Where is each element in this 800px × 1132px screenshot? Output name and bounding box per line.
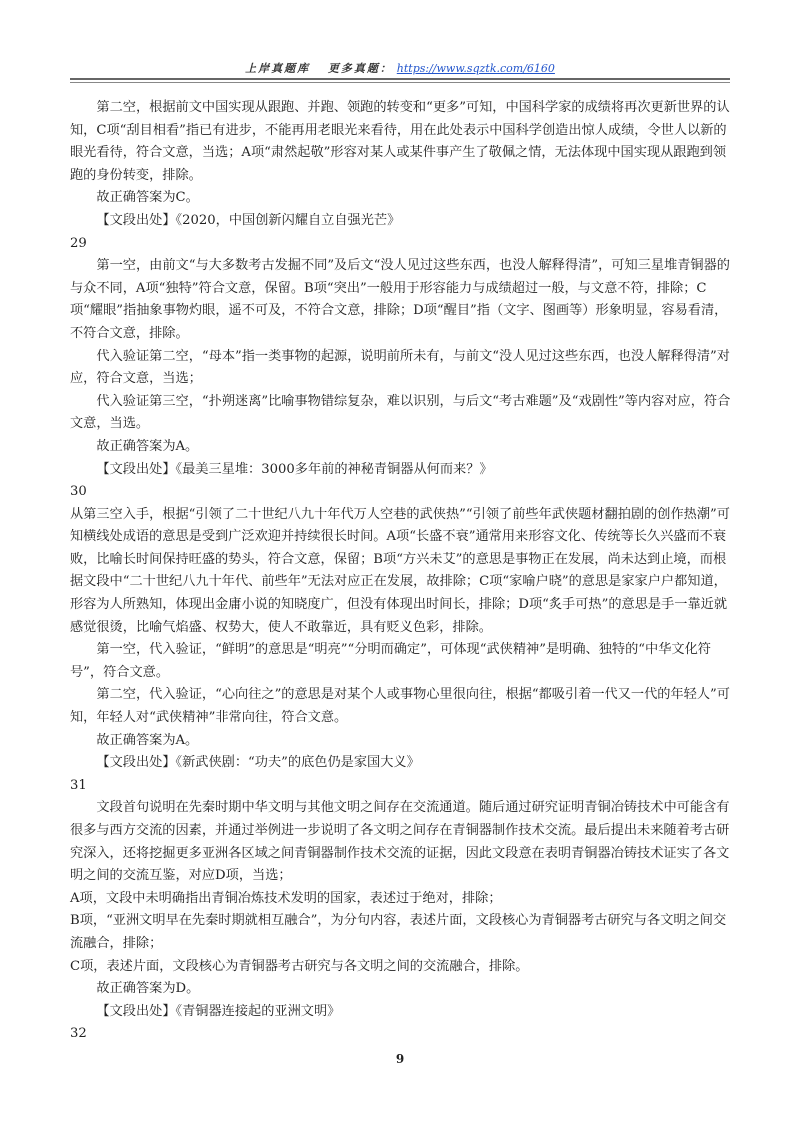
header-more-label: 更多真题： <box>327 62 393 75</box>
paragraph: 代入验证第二空，“母本”指一类事物的起源，说明前所未有，与前文“没人见过这些东西，也没人解释得清”对应，符合文意，当选； <box>70 348 730 387</box>
paragraph: 故正确答案为D。 <box>96 981 200 997</box>
paragraph: 代入验证第三空，“扑朔迷离”比喻事物错综复杂，难以识别，与后文“考古难题”及“戏剧性”等内容对应，符合文意，当选。 <box>70 393 731 432</box>
paragraph-flush: C项，表述片面，文段核心为青铜器考古研究与各文明之间的交流融合，排除。 <box>70 958 529 974</box>
paragraph: 文段首句说明在先秦时期中华文明与其他文明之间存在交流通道。随后通过研究证明青铜冶铸技术中可能含有很多与西方交流的因素，并通过举例进一步说明了各文明之间存在青铜器制作技术交流。最后提出未来随着考古研究深入，还将挖掘更多亚洲各区域之间青铜器制作技术交流的证据，因此文段意在表明青铜器冶铸技术证实了各文明之间的交流互鉴，对应D项，当选； <box>70 800 730 884</box>
paragraph-flush: 31 <box>70 777 87 793</box>
paragraph-flush: 29 <box>70 235 87 251</box>
document-body <box>70 97 738 1046</box>
page-header <box>70 60 730 74</box>
paragraph-flush: 30 <box>70 484 87 500</box>
paragraph: 故正确答案为A。 <box>96 732 199 748</box>
paragraph-flush: 32 <box>70 1026 87 1042</box>
page-number: 9 <box>395 1052 405 1066</box>
header-rule-thin <box>70 82 730 83</box>
paragraph: 第二空，代入验证，“心向往之”的意思是对某个人或事物心里很向往，根据“都吸引着一代又一代的年轻人”可知，年轻人对“武侠精神”非常向往，符合文意。 <box>70 687 730 726</box>
paragraph: 第一空，由前文“与大多数考古发掘不同”及后文“没人见过这些东西，也没人解释得清”，可知三星堆青铜器的与众不同，A项“独特”符合文意，保留。B项“突出”一般用于形容能力与成绩超过一般，与文意不符，排除；C项“耀眼”指抽象事物灼眼，遥不可及，不符合文意，排除；D项“醒目”指（文字、图画等）形象明显，容易看清，不符合文意，排除。 <box>70 258 730 341</box>
paragraph-flush: A项，文段中未明确指出青铜冶炼技术发明的国家，表述过于绝对，排除； <box>70 890 502 906</box>
paragraph: 【文段出处】《最美三星堆：3000多年前的神秘青铜器从何而来？》 <box>96 461 493 477</box>
paragraph: 故正确答案为C。 <box>96 190 199 206</box>
paragraph: 故正确答案为A。 <box>96 438 199 454</box>
header-url-link[interactable]: https://www.sqztk.com/6160 <box>396 62 555 75</box>
paragraph: 第一空，代入验证，“鲜明”的意思是“明亮”“分明而确定”，可体现“武侠精神”是明确、独特的“中华文化符号”，符合文意。 <box>70 642 711 680</box>
header-rule-thick <box>70 78 730 80</box>
paragraph: 【文段出处】《2020，中国创新闪耀自立自强光芒》 <box>96 212 401 228</box>
paragraph-flush: B项，“亚洲文明早在先秦时期就相互融合”，为分句内容，表述片面，文段核心为青铜器考古研究与各文明之间交流融合，排除； <box>70 913 727 951</box>
paragraph: 【文段出处】《青铜器连接起的亚洲文明》 <box>96 1003 341 1019</box>
header-library-name: 上岸真题库 <box>245 62 311 75</box>
paragraph: 【文段出处】《新武侠剧：“功夫”的底色仍是家国大义》 <box>96 755 420 771</box>
paragraph: 第二空，根据前文中国实现从跟跑、并跑、领跑的转变和“更多”可知，中国科学家的成绩将再次更新世界的认知，C项“刮目相看”指已有进步，不能再用老眼光来看待，用在此处表示中国科学创造出惊人成绩，令世人以新的眼光看待，符合文意，当选；A项“肃然起敬”形容对某人或某件事产生了敬佩之情，无法体现中国实现从跟跑到领跑的身份转变，排除。 <box>70 100 730 183</box>
paragraph-flush: 从第三空入手，根据“引领了二十世纪八九十年代万人空巷的武侠热”“引领了前些年武侠题材翻拍剧的创作热潮”可知横线处成语的意思是受到广泛欢迎并持续很长时间。A项“长盛不衰”通常用来形容文化、传统等长久兴盛而不衰败，比喻长时间保持旺盛的势头，符合文意，保留；B项“方兴未艾”的意思是事物正在发展，尚未达到止境，而根据文段中“二十世纪八九十年代、前些年”无法对应正在发展，故排除；C项“家喻户晓”的意思是家家户户都知道，形容为人所熟知，体现出金庸小说的知晓度广，但没有体现出时间长，排除；D项“炙手可热”的意思是手一靠近就感觉很烫，比喻气焰盛、权势大，使人不敢靠近，具有贬义色彩，排除。 <box>70 506 730 635</box>
